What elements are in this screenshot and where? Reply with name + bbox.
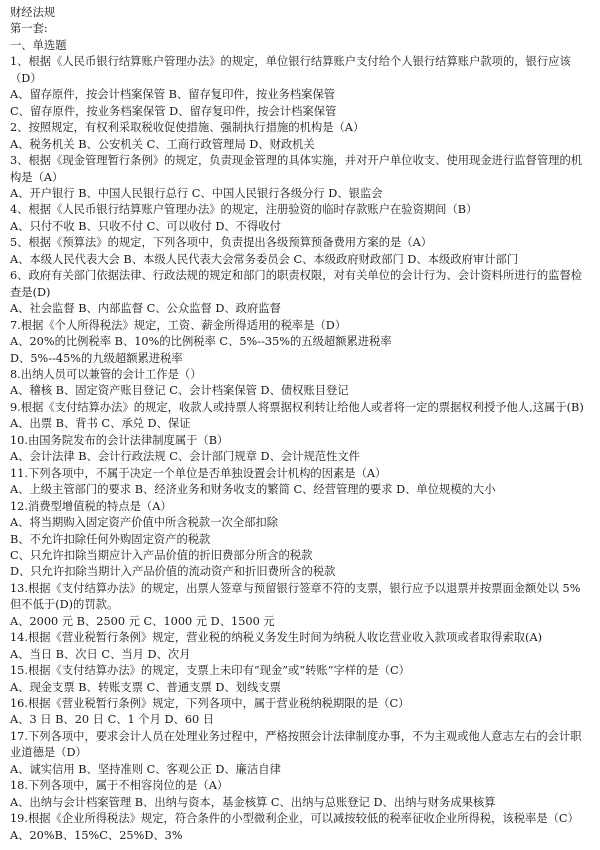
question-text: 8.出纳人员可以兼管的会计工作是（）: [10, 367, 202, 381]
question-text: 12.消费型增值税的特点是（A）: [10, 499, 172, 513]
answer-options: A、会计法律 B、会计行政法规 C、会计部门规章 D、会计规范性文件: [10, 450, 360, 464]
answer-options: D、只允许扣除当期计入产品价值的流动资产和折旧费所含的税款: [10, 565, 336, 579]
answer-options: A、出纳与会计档案管理 B、出纳与资本，基金核算 C、出纳与总账登记 D、出纳与财务成果核算: [10, 795, 496, 809]
answer-options: A、只付不收 B、只收不付 C、可以收付 D、不得收付: [10, 219, 281, 233]
answer-options: A、税务机关 B、公安机关 C、工商行政管理局 D、财政机关: [10, 137, 315, 151]
question-text: 9.根据《支付结算办法》的规定，收款人或持票人将票据权利转让给他人或者将一定的票据权利授予他人,这属于(B): [10, 400, 584, 414]
answer-options: A、当日 B、次日 C、当月 D、次月: [10, 647, 191, 661]
answer-options: C、只允许扣除当期应计入产品价值的折旧费部分所含的税款: [10, 548, 313, 562]
question-text: 2、按照规定，有权利采取税收促使措施、强制执行措施的机构是（A）: [10, 121, 365, 135]
question-text: 15.根据《支付结算办法》的规定，支票上未印有“现金”或“转账”字样的是（C）: [10, 664, 410, 678]
answer-options: C、留存原件，按业务档案保管 D、留存复印件，按会计档案保管: [10, 104, 337, 118]
answer-options: A、现金支票 B、转账支票 C、普通支票 D、划线支票: [10, 680, 281, 694]
answer-options: A、将当期购入固定资产价值中所含税款一次全部扣除: [10, 516, 278, 530]
question-text: 18.下列各项中，属于不相容岗位的是（A）: [10, 779, 229, 793]
answer-options: A、20%的比例税率 B、10%的比例税率 C、5%--35%的五级超额累进税率: [10, 335, 392, 349]
answer-options: B、不允许扣除任何外购固定资产的税款: [10, 532, 211, 546]
answer-options: A、出票 B、背书 C、承兑 D、保证: [10, 417, 191, 431]
answer-options: A、3 日 B、20 日 C、1 个月 D、60 日: [10, 713, 215, 727]
document-title: 财经法规: [10, 6, 56, 19]
answer-options: A、诚实信用 B、坚持准则 C、客观公正 D、廉洁自律: [10, 762, 281, 776]
question-text: 4、根据《人民币银行结算账户管理办法》的规定，注册验资的临时存款账户在验资期间（B）: [10, 203, 478, 217]
answer-options: A、2000 元 B、2500 元 C、1000 元 D、1500 元: [10, 614, 275, 628]
answer-options: A、稽核 B、固定资产账目登记 C、会计档案保管 D、债权账目登记: [10, 384, 349, 398]
question-text: 10.由国务院发布的会计法律制度属于（B）: [10, 433, 229, 447]
question-text: 13.根据《支付结算办法》的规定，出票人签章与预留银行签章不符的支票，银行应予以退票并按票面金额处以 5%但不低于(D)的罚款。: [10, 581, 581, 612]
answer-options: A、开户银行 B、中国人民银行总行 C、中国人民银行各级分行 D、银监会: [10, 186, 383, 200]
question-text: 6、政府有关部门依据法律、行政法规的规定和部门的职责权限，对有关单位的会计行为、会计资料所进行的监督检查是(D): [10, 269, 583, 299]
question-text: 16.根据《营业税暂行条例》规定，下列各项中，属于营业税纳税期限的是（C）: [10, 697, 410, 711]
question-text: 5、根据《预算法》的规定，下列各项中，负责提出各级预算预备费用方案的是（A）: [10, 236, 433, 250]
section-heading: 一、单选题: [10, 38, 67, 52]
question-text: 11.下列各项中，不属于决定一个单位是否单独设置会计机构的因素是（A）: [10, 466, 387, 480]
answer-options: A、上级主管部门的要求 B、经济业务和财务收支的繁简 C、经营管理的要求 D、单位规模的大小: [10, 483, 496, 497]
question-text: 17.下列各项中，要求会计人员在处理业务过程中，严格按照会计法律制度办事，不为主观或他人意志左右的会计职业道德是（D）: [10, 729, 582, 760]
question-text: 7.根据《个人所得税法》规定，工资、薪金所得适用的税率是（D）: [10, 318, 347, 332]
question-list: [10, 54, 586, 844]
answer-options: A、留存原件，按会计档案保管 B、留存复印件，按业务档案保管: [10, 88, 336, 102]
question-text: 3、根据《现金管理暂行条例》的规定，负责现金管理的具体实施，并对开户单位收支、使用现金进行监督管理的机构是（A）: [10, 154, 583, 184]
set-heading: 第一套:: [10, 22, 48, 36]
question-text: 14.根据《营业税暂行条例》规定，营业税的纳税义务发生时间为纳税人收讫营业收入款项或者取得索取(A): [10, 631, 543, 645]
answer-options: A、本级人民代表大会 B、本级人民代表大会常务委员会 C、本级政府财政部门 D、本级政府审计部门: [10, 252, 519, 266]
question-text: 19.根据《企业所得税法》规定，符合条件的小型微利企业，可以减按较低的税率征收企业所得税，该税率是（C）: [10, 812, 579, 826]
question-text: 1、根据《人民币银行结算账户管理办法》的规定，单位银行结算账户支付给个人银行结算账户款项的，银行应该（D）: [10, 55, 571, 85]
answer-options: A、社会监督 B、内部监督 C、公众监督 D、政府监督: [10, 302, 281, 316]
answer-options: D、5%--45%的九级超额累进税率: [10, 351, 183, 365]
answer-options: A、20%B、15%C、25%D、3%: [10, 828, 183, 842]
